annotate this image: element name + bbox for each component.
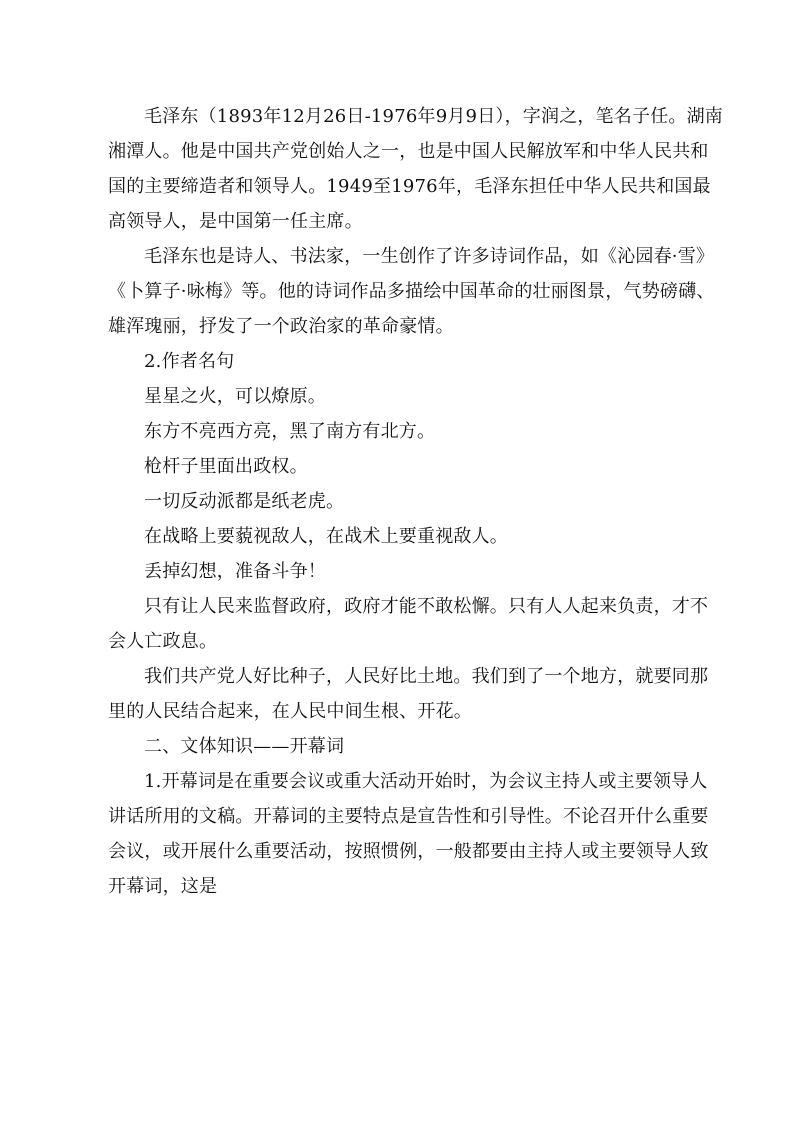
document-body [108, 99, 723, 904]
quote-1: 星星之火，可以燎原。 [144, 386, 326, 407]
genre-knowledge-heading: 二、文体知识——开幕词 [144, 736, 345, 757]
quote-8: 我们共产党人好比种子，人民好比土地。我们到了一个地方，就要同那里的人民结合起来，在人民中间生根、开花。 [108, 666, 709, 722]
quote-6: 丢掉幻想，准备斗争！ [144, 561, 326, 582]
opening-speech-definition: 1.开幕词是在重要会议或重大活动开始时，为会议主持人或主要领导人讲话所用的文稿。开幕词的主要特点是宣告性和引导性。不论召开什么重要会议，或开展什么重要活动，按照惯例，一般都要由主持人或主要领导人致开幕词，这是 [108, 771, 709, 897]
quote-4: 一切反动派都是纸老虎。 [144, 491, 345, 512]
biography-paragraph: 毛泽东（1893年12月26日-1976年9月9日），字润之，笔名子任。湖南湘潭人。他是中国共产党创始人之一，也是中国人民解放军和中华人民共和国的主要缔造者和领导人。1949至1976年，毛泽东担任中华人民共和国最高领导人，是中国第一任主席。 [108, 106, 724, 232]
quote-7: 只有让人民来监督政府，政府才能不敢松懈。只有人人起来负责，才不会人亡政息。 [108, 596, 709, 652]
quote-2: 东方不亮西方亮，黑了南方有北方。 [144, 421, 436, 442]
quote-5: 在战略上要藐视敌人，在战术上要重视敌人。 [144, 526, 508, 547]
poetry-paragraph: 毛泽东也是诗人、书法家，一生创作了许多诗词作品，如《沁园春·雪》《卜算子·咏梅》等。他的诗词作品多描绘中国革命的壮丽图景，气势磅礴、雄浑瑰丽，抒发了一个政治家的革命豪情。 [108, 246, 715, 337]
author-quotes-heading: 2.作者名句 [144, 351, 235, 372]
quote-3: 枪杆子里面出政权。 [144, 456, 308, 477]
